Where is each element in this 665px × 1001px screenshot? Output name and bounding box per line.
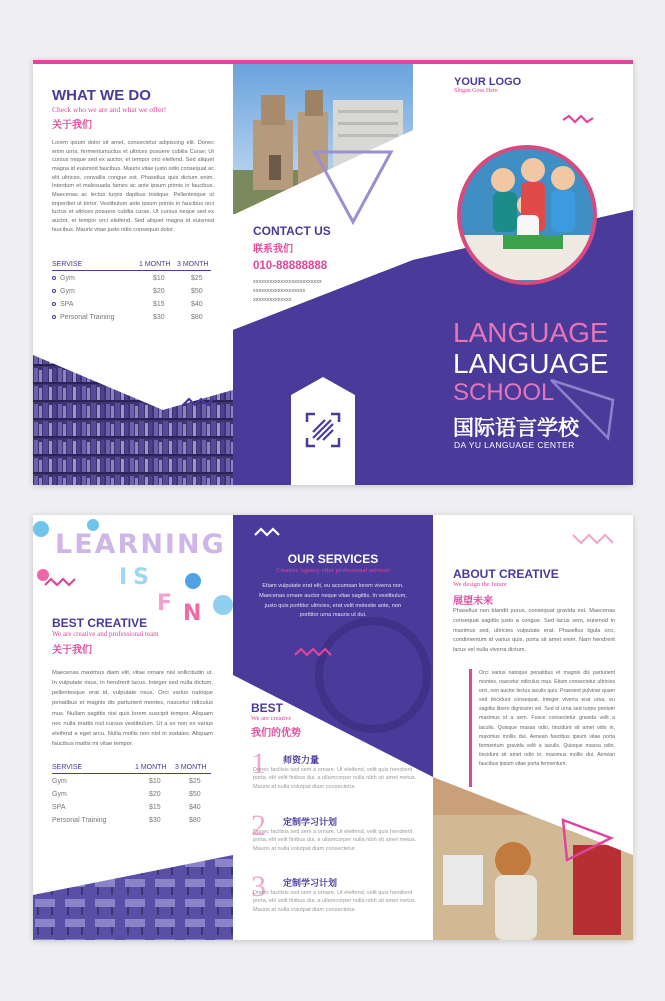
price-3month: $80 <box>191 314 203 321</box>
table-row <box>52 813 211 826</box>
bullet-icon <box>52 289 56 293</box>
service-name: Gym <box>52 778 67 785</box>
table-row <box>52 297 211 310</box>
contact-line: xxxxxxxxxxxxxx <box>253 296 292 303</box>
bullet-icon <box>52 302 56 306</box>
table-row <box>52 284 211 297</box>
price-1month: $15 <box>149 804 161 811</box>
price-3month: $40 <box>191 301 203 308</box>
service-name: Gym <box>60 288 75 295</box>
price-1month: $30 <box>149 817 161 824</box>
best-subtitle: We are creative <box>251 715 292 722</box>
our-services-subtitle: Creative Agency offer professional services <box>276 567 390 574</box>
qr-code-icon <box>305 412 341 448</box>
table-row <box>52 271 211 285</box>
zigzag-pink-a <box>45 579 75 585</box>
service-name: Personal Training <box>52 817 107 824</box>
fun-letter-n: N <box>183 601 202 626</box>
price-table-2 <box>52 763 211 826</box>
advantage-item-3 <box>251 872 419 934</box>
col-1month: 1 MONTH <box>139 260 177 271</box>
zigzag-pink-c <box>573 535 613 543</box>
col-3month: 3 MONTH <box>177 260 211 271</box>
bullet-icon <box>52 276 56 280</box>
about-subtitle: We design the future <box>453 581 507 588</box>
price-3month: $50 <box>191 288 203 295</box>
cover-line-1: LANGUAGE <box>453 317 609 348</box>
about-accent-line <box>469 669 472 787</box>
price-1month: $30 <box>153 314 165 321</box>
advantage-number: 1 <box>251 747 266 780</box>
brochure-outside-sheet <box>33 60 633 485</box>
logo-slogan: Slogan Goes Here <box>454 88 498 94</box>
price-table-header <box>52 763 211 774</box>
cover-title-zh: 国际语言学校 <box>453 416 579 440</box>
fun-letter-f: F <box>157 591 173 616</box>
bullet-icon <box>52 315 56 319</box>
table-row <box>52 310 211 323</box>
is-word: IS <box>119 565 156 590</box>
price-1month: $10 <box>153 275 165 282</box>
best-creative-title: BEST CREATIVE <box>52 616 148 630</box>
contact-line: xxxxxxxxxxxxxxxxxxxxxxxxx <box>253 279 322 285</box>
contact-lines <box>253 278 322 304</box>
what-we-do-subtitle: Check who we are and what we offer! <box>52 105 167 114</box>
best-creative-subtitle: We are creative and professional team <box>52 630 159 638</box>
contact-line: xxxxxxxxxxxxxxxxxxx <box>253 287 306 294</box>
service-name: Gym <box>52 791 67 798</box>
contact-title-zh: 联系我们 <box>253 244 293 255</box>
price-1month: $20 <box>149 791 161 798</box>
price-table-1 <box>52 260 211 323</box>
classroom-photo <box>33 855 233 940</box>
brochure-inside-sheet <box>33 515 633 940</box>
advantage-body: Donec facilisis sed sem a ornare. Ut eleifend, velit quis hendrerit porta, elit velit finibus dui, a ullamcorper nulla nibh sit amet metus. Mauris at nulla volutpat diam consectetur. <box>253 767 417 790</box>
service-name: Gym <box>60 275 75 282</box>
service-name: SPA <box>60 301 74 308</box>
advantage-item-1 <box>251 749 419 811</box>
advantage-body: Donec facilisis sed sem a ornare. Ut eleifend, velit quis hendrerit porta, elit velit finibus dui, a ullamcorper nulla nibh sit amet metus. Mauris at nulla volutpat diam consectetur. <box>253 829 417 852</box>
advantage-item-2 <box>251 811 419 873</box>
best-creative-body: Maecenas maximus diam elit, vitae ornare nisi sollicitudin ut. In vulputate risus, in hendrerit lacus. Integer sed nulla dictum, pellentesque erat id, vulputate risus. Orci varius natoque penatibus et magnis dis parturient montes, nascetur ridiculus mus. Nullam sagittis nisi quis lorem suscipit tempor. Aliquam nec nulla mattis nisl cursus vestibulum. Ut a ex non ex varius eleifend a eget arcu. Nulla mollis non nisl in sodales. Aliquam faucibus mattis mi vitae tempor. <box>52 670 213 747</box>
best-title-zh: 我们的优势 <box>251 728 301 739</box>
learning-word: LEARNING <box>55 529 226 560</box>
about-body-1: Phasellus non blandit purus, consequat gravida est. Maecenas consequat sagittis justo a congue. Sed lacus sem, euismod in maximus sed, ultricies vulputate erat. Phasellus ligula orci, condimentum id varius quis, porta sit amet enim. Nam hendrerit lacus vel nulla viverra dictum. <box>453 608 615 654</box>
price-3month: $40 <box>189 804 201 811</box>
best-creative-title-zh: 关于我们 <box>52 645 92 656</box>
cover-line-3: SCHOOL <box>453 379 555 406</box>
contact-title: CONTACT US <box>253 224 331 238</box>
table-row <box>52 787 211 800</box>
what-we-do-body: Lorem ipsum dolor sit amet, consectetur adipiscing elit. Donec enim urna, fermentumuctus et ultrices posuere cubilia Curae; Ut cursus neque sed ex auctor, et tempor orci eleifend. Sed aliquet magna id euismod faucibus. Mauris vitae justo odio consequat ac elit ultrices, convallis congue est. Phasellus quis dictum enim. Interdum et malesuada fames ac ante ipsum primis in faucibus. Maecenas ac lectus turpis dapibus tristique. Pellentesque ut imperdiet ut tortor. Vestibulum ante ipsum primis in faucibus orci luctus et ultrices posuere cubilia curae. Ut cursus neque sed ex auctor, et tempor orci eleifend. Sed aliquet magna id euismod faucibus. Mauris vitae justo odio consequat dolor. <box>52 140 214 233</box>
price-1month: $20 <box>153 288 165 295</box>
service-name: Personal Training <box>60 314 115 321</box>
about-title-zh: 展望未来 <box>453 596 493 607</box>
contact-phone: 010-88888888 <box>253 260 328 272</box>
col-service: SERVISE <box>52 260 139 271</box>
our-services-title: OUR SERVICES <box>287 552 379 566</box>
advantage-title: 师资力量 <box>283 756 320 766</box>
what-we-do-title: WHAT WE DO <box>52 87 151 104</box>
col-service: SERVISE <box>52 763 135 774</box>
advantage-title: 定制学习计划 <box>283 818 338 828</box>
cover-subtitle: DA YU LANGUAGE CENTER <box>454 440 575 450</box>
price-3month: $50 <box>189 791 201 798</box>
table-row <box>52 774 211 788</box>
col-1month: 1 MONTH <box>135 763 175 774</box>
price-1month: $15 <box>153 301 165 308</box>
price-3month: $80 <box>189 817 201 824</box>
our-services-body: Etiam vulputate erat elit, eu accumsan lorem viverra non. Maecenas ornare auctor neque vitae sagittis. In vestibulum, justo quis porttitor ultricies, erat velit molestie ante, non porttitor urna mauris ut dui. <box>259 583 407 619</box>
advantage-body: Donec facilisis sed sem a ornare. Ut eleifend, velit quis hendrerit porta, elit velit finibus dui, a ullamcorper nulla nibh sit amet metus. Mauris at nulla volutpat diam consectetur. <box>253 890 417 913</box>
col-3month: 3 MONTH <box>175 763 211 774</box>
about-body-2: Orci varius natoque penatibus et magnis dis parturient montes, nascetur ridiculus mus. Etiam consectetur ultricies orci, non auctor lectus iaculis quis. Praesent pulvinar quam sed tincidunt consequat. Integer viverra erat urna, eu sagittis libero dignissim vel. Sed id urna sed turpis pretium maximus id a sem. Fusce consectetur gravida velit a iaculis. Quisque massa odio, tincidunt sit amet odio in, maximus mollis dui. Aenean faucibus ipsum vitae porta fermentum gravida velit a iaculis. Quisque massa odio, tincidunt sit amet odio in, maximus mollis dui. Aenean faucibus ipsum vitae porta fermentum. <box>479 670 615 767</box>
logo-title: YOUR LOGO <box>454 76 522 88</box>
top-accent-bar <box>33 60 633 64</box>
advantage-number: 2 <box>251 809 266 842</box>
advantage-number: 3 <box>251 870 266 903</box>
about-title: ABOUT CREATIVE <box>453 567 559 581</box>
service-name: SPA <box>52 804 66 811</box>
price-table-header <box>52 260 211 271</box>
cover-line-2: LANGUAGE <box>453 348 609 379</box>
table-row <box>52 800 211 813</box>
what-we-do-title-zh: 关于我们 <box>52 120 92 131</box>
zigzag-pink-1 <box>563 116 593 122</box>
best-title: BEST <box>251 701 284 715</box>
advantage-title: 定制学习计划 <box>283 879 338 889</box>
price-3month: $25 <box>191 275 203 282</box>
price-1month: $10 <box>149 778 161 785</box>
price-3month: $25 <box>189 778 201 785</box>
